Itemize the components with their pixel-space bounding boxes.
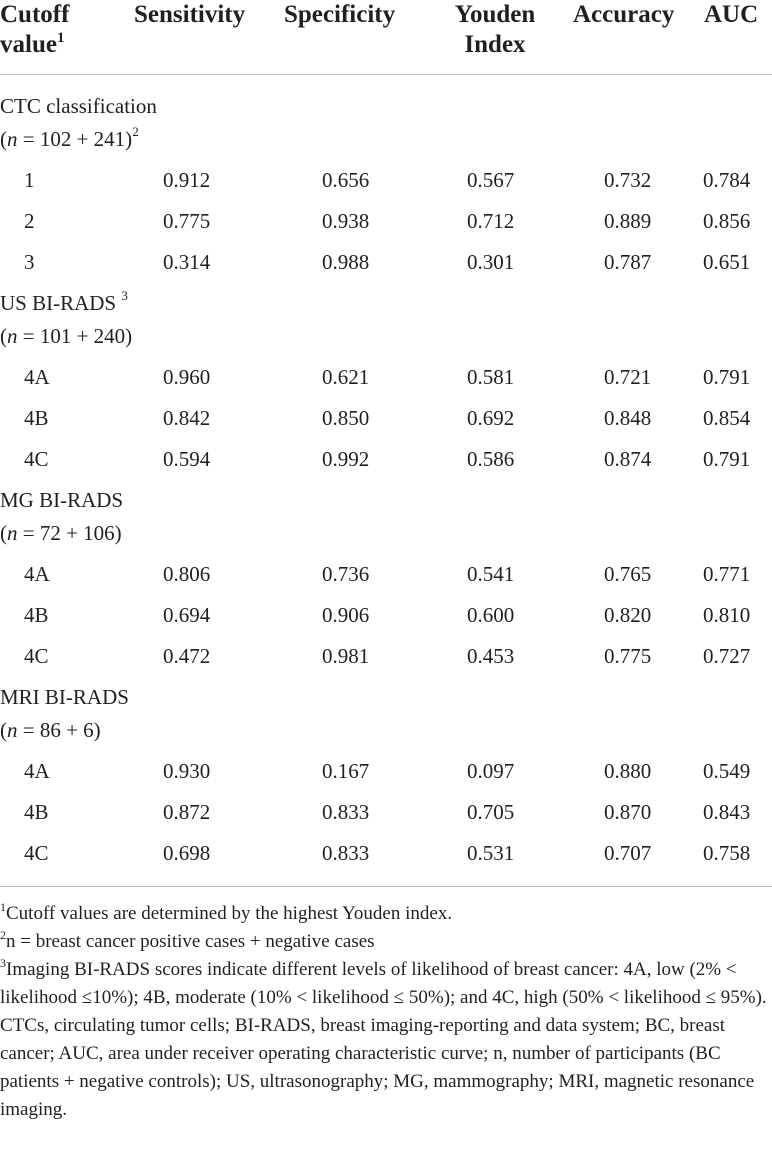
footer-divider	[0, 886, 772, 887]
group-sample-size	[0, 123, 772, 156]
cell-youden: 0.531	[467, 841, 515, 865]
table-header	[0, 0, 772, 74]
table-row	[0, 595, 772, 636]
cell-cutoff: 4A	[24, 562, 50, 586]
cell-sensitivity: 0.472	[163, 644, 211, 668]
cell-cutoff: 4C	[24, 644, 49, 668]
table-row	[0, 398, 772, 439]
cell-cutoff: 3	[24, 250, 35, 274]
header-divider	[0, 74, 772, 75]
cell-sensitivity: 0.842	[163, 406, 211, 430]
cell-auc: 0.791	[703, 447, 751, 471]
sample-size-open-paren: (	[0, 718, 7, 742]
cell-youden: 0.692	[467, 406, 515, 430]
cell-cutoff: 4C	[24, 841, 49, 865]
cell-youden: 0.586	[467, 447, 515, 471]
cell-youden: 0.301	[467, 250, 515, 274]
cell-auc: 0.784	[703, 168, 751, 192]
table-row	[0, 160, 772, 201]
cell-sensitivity: 0.775	[163, 209, 211, 233]
table-body	[0, 90, 772, 878]
group-title-text: US BI-RADS	[0, 291, 122, 315]
cell-auc: 0.854	[703, 406, 751, 430]
cell-auc: 0.856	[703, 209, 751, 233]
footnote-text: n = breast cancer positive cases + negative cases	[6, 931, 375, 952]
cell-youden: 0.453	[467, 644, 515, 668]
header-cutoff-footnote-mark: 1	[56, 29, 65, 46]
header-youden-index	[440, 0, 550, 60]
cell-sensitivity: 0.694	[163, 603, 211, 627]
cell-sensitivity: 0.594	[163, 447, 211, 471]
table-row	[0, 357, 772, 398]
cell-specificity: 0.736	[322, 562, 370, 586]
cell-specificity: 0.850	[322, 406, 370, 430]
cell-cutoff: 4C	[24, 447, 49, 471]
cell-youden: 0.600	[467, 603, 515, 627]
sample-size-text: = 102 + 241)	[17, 127, 133, 151]
sample-size-variable: n	[7, 324, 18, 348]
cell-accuracy: 0.874	[604, 447, 652, 471]
sample-size-variable: n	[7, 521, 18, 545]
header-cutoff-value	[0, 0, 130, 60]
table-row	[0, 554, 772, 595]
cell-accuracy: 0.820	[604, 603, 652, 627]
cell-youden: 0.712	[467, 209, 515, 233]
cell-cutoff: 4A	[24, 365, 50, 389]
sample-size-footnote-mark: 2	[132, 124, 139, 139]
cell-specificity: 0.906	[322, 603, 370, 627]
cell-auc: 0.843	[703, 800, 751, 824]
sample-size-text: = 86 + 6)	[17, 718, 101, 742]
cell-sensitivity: 0.912	[163, 168, 211, 192]
cell-specificity: 0.938	[322, 209, 370, 233]
cell-specificity: 0.988	[322, 250, 370, 274]
cell-sensitivity: 0.930	[163, 759, 211, 783]
footnote-mark: 3	[0, 955, 6, 970]
sample-size-text: = 72 + 106)	[17, 521, 122, 545]
footnote	[0, 900, 772, 928]
footnote-text: Cutoff values are determined by the highest Youden index.	[6, 903, 453, 924]
cell-specificity: 0.167	[322, 759, 370, 783]
cell-cutoff: 4B	[24, 603, 49, 627]
cell-accuracy: 0.787	[604, 250, 652, 274]
cell-sensitivity: 0.314	[163, 250, 211, 274]
cell-youden: 0.705	[467, 800, 515, 824]
footnote	[0, 1012, 772, 1124]
footnote-text: CTCs, circulating tumor cells; BI-RADS, breast imaging-reporting and data system; BC, breast cancer; AUC, area under receiver operating characteristic curve; n, number of participants (BC patients + negative controls); US, ultrasonography; MG, mammography; MRI, magnetic resonance imaging.	[0, 1015, 755, 1120]
cell-accuracy: 0.880	[604, 759, 652, 783]
table-row	[0, 439, 772, 480]
sample-size-open-paren: (	[0, 324, 7, 348]
cell-accuracy: 0.848	[604, 406, 652, 430]
group-title	[0, 484, 772, 517]
table-row	[0, 792, 772, 833]
cell-auc: 0.810	[703, 603, 751, 627]
cell-sensitivity: 0.872	[163, 800, 211, 824]
group-title-text: CTC classification	[0, 94, 157, 118]
table-footnotes	[0, 900, 772, 1124]
cell-specificity: 0.981	[322, 644, 370, 668]
header-specificity: Specificity	[284, 1, 396, 28]
footnote-text: Imaging BI-RADS scores indicate different levels of likelihood of breast cancer: 4A, low (2% < likelihood ≤10%); 4B, moderate (10% < likelihood ≤ 50%); and 4C, high (50% < likelihood ≤ 95%).	[0, 959, 767, 1008]
sample-size-open-paren: (	[0, 521, 7, 545]
header-sensitivity: Sensitivity	[134, 1, 246, 28]
group-title	[0, 681, 772, 714]
cell-cutoff: 4A	[24, 759, 50, 783]
cell-specificity: 0.833	[322, 800, 370, 824]
cell-youden: 0.097	[467, 759, 515, 783]
header-youden-line1: Youden	[454, 1, 536, 28]
sample-size-variable: n	[7, 127, 18, 151]
cell-accuracy: 0.721	[604, 365, 652, 389]
cell-specificity: 0.656	[322, 168, 370, 192]
cell-accuracy: 0.707	[604, 841, 652, 865]
table-row	[0, 242, 772, 283]
cell-auc: 0.791	[703, 365, 751, 389]
table-row	[0, 201, 772, 242]
table-row	[0, 751, 772, 792]
header-auc: AUC	[704, 1, 759, 28]
group-title-footnote-mark: 3	[121, 288, 128, 303]
header-cutoff-line2: value	[0, 31, 57, 58]
group-sample-size	[0, 517, 772, 550]
table-row	[0, 636, 772, 677]
cell-accuracy: 0.775	[604, 644, 652, 668]
sample-size-text: = 101 + 240)	[17, 324, 133, 348]
table-row	[0, 833, 772, 874]
cell-cutoff: 1	[24, 168, 35, 192]
footnote-mark: 2	[0, 927, 6, 942]
cell-sensitivity: 0.806	[163, 562, 211, 586]
cell-cutoff: 4B	[24, 406, 49, 430]
footnote	[0, 956, 772, 1012]
cell-specificity: 0.992	[322, 447, 370, 471]
header-cutoff-line1: Cutoff	[0, 1, 70, 28]
cell-accuracy: 0.889	[604, 209, 652, 233]
cell-specificity: 0.621	[322, 365, 370, 389]
footnote	[0, 928, 772, 956]
cell-accuracy: 0.732	[604, 168, 652, 192]
cell-auc: 0.771	[703, 562, 751, 586]
group-sample-size	[0, 320, 772, 353]
cell-sensitivity: 0.698	[163, 841, 211, 865]
sample-size-variable: n	[7, 718, 18, 742]
group-title-text: MRI BI-RADS	[0, 685, 129, 709]
cell-auc: 0.727	[703, 644, 751, 668]
cell-accuracy: 0.765	[604, 562, 652, 586]
cell-cutoff: 4B	[24, 800, 49, 824]
group-sample-size	[0, 714, 772, 747]
cell-youden: 0.581	[467, 365, 515, 389]
cell-auc: 0.549	[703, 759, 751, 783]
cell-accuracy: 0.870	[604, 800, 652, 824]
cell-youden: 0.541	[467, 562, 515, 586]
cell-youden: 0.567	[467, 168, 515, 192]
group-title	[0, 287, 772, 320]
sample-size-open-paren: (	[0, 127, 7, 151]
cell-auc: 0.758	[703, 841, 751, 865]
group-title	[0, 90, 772, 123]
header-accuracy: Accuracy	[573, 1, 675, 28]
cell-auc: 0.651	[703, 250, 751, 274]
cell-sensitivity: 0.960	[163, 365, 211, 389]
cell-specificity: 0.833	[322, 841, 370, 865]
header-youden-line2: Index	[464, 31, 526, 58]
group-title-text: MG BI-RADS	[0, 488, 124, 512]
cell-cutoff: 2	[24, 209, 35, 233]
footnote-mark: 1	[0, 899, 6, 914]
